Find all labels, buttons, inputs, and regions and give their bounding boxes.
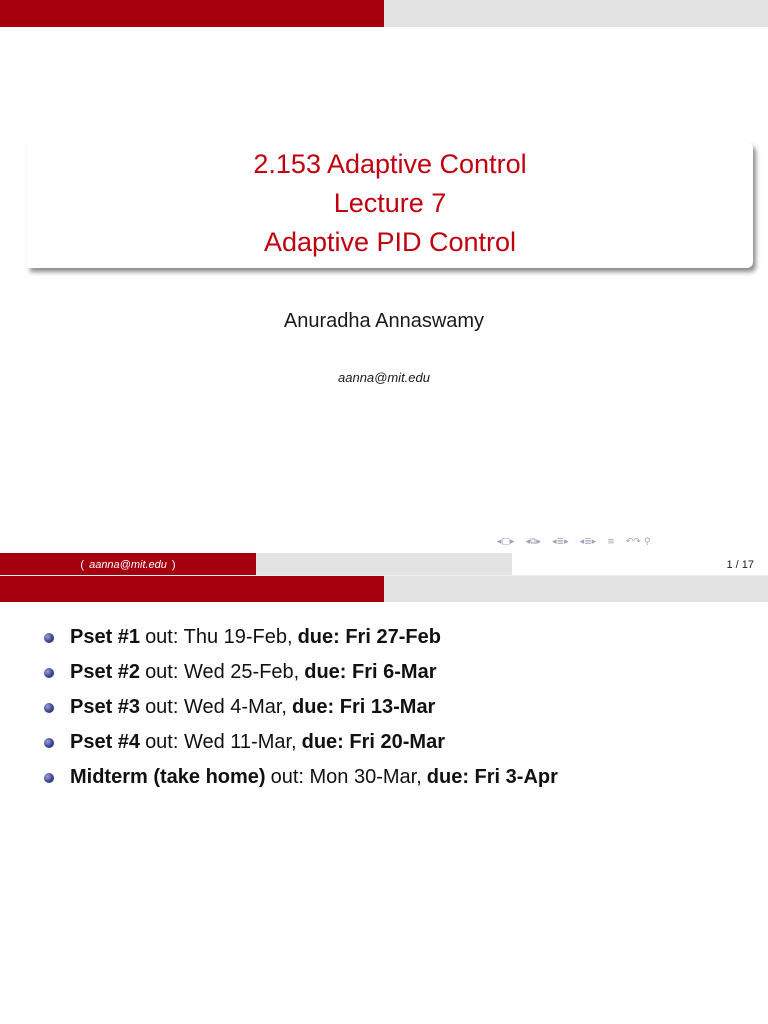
slide-header-bar [0, 576, 768, 602]
course-title: 2.153 Adaptive Control [253, 149, 527, 179]
header-bar-gray [384, 576, 768, 602]
slide-footer [0, 553, 768, 576]
item-label: Midterm (take home) [70, 766, 266, 788]
item-label: Pset #1 [70, 626, 141, 648]
item-label: Pset #2 [70, 661, 141, 683]
item-out-date: out: Wed 11-Mar, [145, 731, 297, 753]
list-item [44, 725, 558, 760]
beamer-navigation [497, 537, 650, 547]
item-due-date: due: Fri 27-Feb [297, 626, 441, 648]
item-out-date: out: Thu 19-Feb, [145, 626, 293, 648]
list-item [44, 760, 558, 795]
bullet-icon [44, 773, 54, 783]
bullet-icon [44, 703, 54, 713]
item-out-date: out: Mon 30-Mar, [270, 766, 422, 788]
footer-email: aanna@mit.edu [89, 558, 167, 571]
lecture-title: Adaptive PID Control [263, 227, 517, 257]
title-box [27, 142, 753, 268]
item-out-date: out: Wed 4-Mar, [145, 696, 287, 718]
bullet-icon [44, 738, 54, 748]
schedule-slide [0, 576, 768, 1024]
nav-search-icon[interactable]: ⚲ [643, 537, 651, 547]
footer-title-block [256, 553, 512, 576]
bullet-icon [44, 668, 54, 678]
item-due-date: due: Fri 6-Mar [304, 661, 437, 683]
author-name: Anuradha Annaswamy [283, 310, 485, 332]
header-bar-red [0, 576, 384, 602]
item-label: Pset #4 [70, 731, 141, 753]
footer-page-number: 1 / 17 [512, 553, 768, 576]
author-email: aanna@mit.edu [338, 370, 430, 385]
item-due-date: due: Fri 20-Mar [301, 731, 445, 753]
footer-open-paren: ( [80, 558, 85, 571]
header-bar-red [0, 0, 384, 27]
item-due-date: due: Fri 13-Mar [291, 696, 436, 718]
assignment-list [44, 620, 558, 795]
footer-author [0, 553, 256, 576]
nav-prev-arrow-icon[interactable]: ◂□▸ [497, 537, 515, 547]
item-out-date: out: Wed 25-Feb, [145, 661, 300, 683]
nav-section-icon[interactable]: ◂≣▸ [579, 537, 597, 547]
bullet-icon [44, 633, 54, 643]
nav-menu-icon[interactable]: ≡ [607, 537, 615, 547]
slide-header-bar [0, 0, 768, 27]
footer-close-paren: ) [171, 558, 176, 571]
nav-back-forward-icon[interactable]: ↶↷ [625, 537, 641, 547]
item-label: Pset #3 [70, 696, 141, 718]
nav-subsection-icon[interactable]: ◂≣▸ [552, 537, 569, 547]
lecture-number: Lecture 7 [333, 188, 447, 218]
list-item [44, 690, 558, 725]
header-bar-gray [384, 0, 768, 27]
list-item [44, 620, 558, 655]
nav-frame-icon[interactable]: ◂⧉▸ [525, 537, 542, 547]
list-item [44, 655, 558, 690]
item-due-date: due: Fri 3-Apr [426, 766, 558, 788]
